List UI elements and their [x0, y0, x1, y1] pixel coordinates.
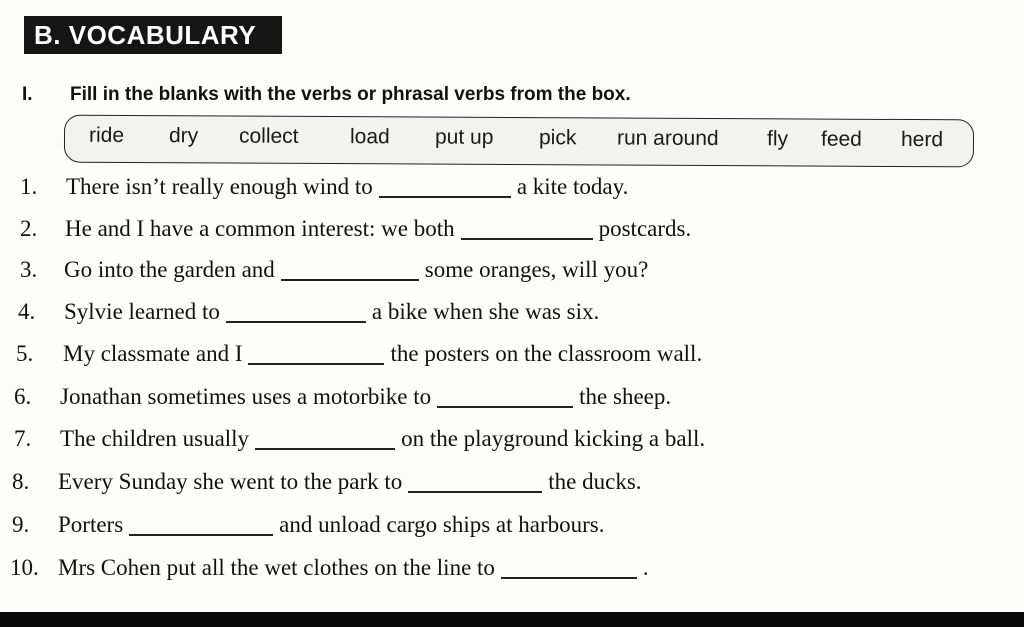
- answer-blank[interactable]: [226, 321, 366, 323]
- item-number: 3.: [20, 257, 38, 282]
- exercise-item-1: [20, 174, 628, 200]
- item-text-after: the ducks.: [548, 469, 642, 494]
- answer-blank[interactable]: [129, 534, 273, 536]
- word-box-item: herd: [900, 128, 944, 152]
- item-number: 1.: [20, 174, 38, 199]
- exercise-item-9: [12, 512, 605, 538]
- word-box-item: put up: [434, 125, 494, 149]
- word-box-item: ride: [88, 123, 125, 147]
- item-text-before: Every Sunday she went to the park to: [58, 469, 403, 494]
- item-number: 4.: [18, 299, 36, 324]
- item-text-after: postcards.: [598, 216, 692, 241]
- word-box-item: fly: [766, 127, 789, 151]
- item-text-after: and unload cargo ships at harbours.: [279, 512, 605, 537]
- word-box-item: load: [349, 125, 390, 149]
- exercise-item-8: [12, 469, 642, 495]
- item-text-before: Sylvie learned to: [64, 299, 220, 324]
- item-number: 10.: [10, 555, 39, 580]
- item-text-before: Mrs Cohen put all the wet clothes on the line to: [58, 555, 495, 580]
- instruction-number: I.: [22, 84, 33, 105]
- answer-blank[interactable]: [408, 491, 542, 493]
- exercise-item-6: [14, 384, 671, 410]
- item-text-after: on the playground kicking a ball.: [401, 426, 706, 451]
- exercise-item-7: [14, 426, 705, 452]
- item-number: 8.: [12, 469, 30, 494]
- answer-blank[interactable]: [461, 238, 593, 240]
- item-text-before: Porters: [58, 512, 124, 537]
- item-number: 5.: [16, 341, 34, 366]
- answer-blank[interactable]: [501, 577, 637, 579]
- page-bottom-edge: [0, 612, 1024, 627]
- exercise-item-10: [10, 555, 649, 581]
- item-text-after: the sheep.: [579, 384, 672, 409]
- item-text-before: He and I have a common interest: we both: [65, 216, 455, 241]
- item-number: 6.: [14, 384, 32, 409]
- item-text-after: a bike when she was six.: [371, 299, 600, 324]
- section-title: B. VOCABULARY: [24, 16, 282, 54]
- item-text-before: There isn’t really enough wind to: [66, 174, 373, 199]
- item-text-after: some oranges, will you?: [424, 257, 649, 282]
- exercise-item-5: [16, 341, 702, 367]
- answer-blank[interactable]: [281, 279, 419, 281]
- item-text-before: Go into the garden and: [64, 257, 275, 282]
- item-text-after: .: [642, 555, 649, 580]
- word-box-item: feed: [820, 127, 862, 151]
- item-text-after: the posters on the classroom wall.: [390, 341, 703, 366]
- word-box-item: pick: [538, 126, 577, 150]
- word-box: [64, 115, 974, 168]
- instruction-text: Fill in the blanks with the verbs or phrasal verbs from the box.: [70, 84, 631, 105]
- item-text-before: My classmate and I: [63, 341, 243, 366]
- answer-blank[interactable]: [437, 406, 573, 408]
- item-text-after: a kite today.: [516, 174, 629, 199]
- item-number: 9.: [12, 512, 30, 537]
- item-number: 7.: [14, 426, 32, 451]
- exercise-item-4: [18, 299, 599, 325]
- answer-blank[interactable]: [255, 448, 395, 450]
- instruction: [22, 84, 631, 106]
- exercise-item-3: [20, 257, 648, 283]
- answer-blank[interactable]: [379, 196, 511, 198]
- word-box-item: run around: [616, 126, 719, 151]
- item-text-before: Jonathan sometimes uses a motorbike to: [60, 384, 432, 409]
- word-box-item: dry: [168, 124, 199, 148]
- item-text-before: The children usually: [60, 426, 250, 451]
- answer-blank[interactable]: [248, 363, 384, 365]
- word-box-item: collect: [238, 124, 299, 148]
- item-number: 2.: [20, 216, 38, 241]
- exercise-item-2: [20, 216, 691, 242]
